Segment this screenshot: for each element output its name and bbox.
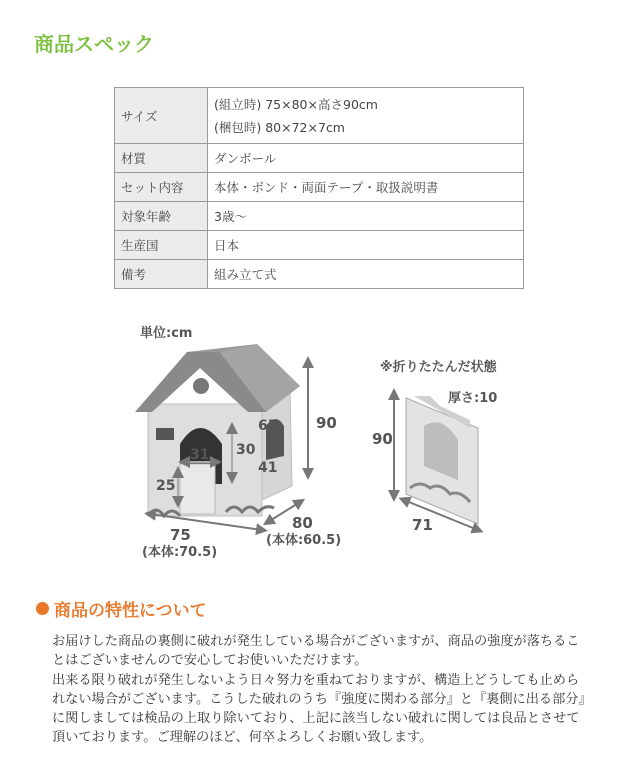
folded-label: ※折りたたんだ状態 — [380, 360, 497, 375]
dim-folded-width: 71 — [412, 516, 433, 534]
dim-window: 65 — [258, 418, 278, 434]
spec-row-size — [115, 88, 524, 144]
thickness-label: 厚さ:10 — [448, 391, 498, 406]
spec-value: 3歳～ — [208, 202, 524, 231]
spec-value — [208, 88, 524, 144]
dim-base: 25 — [156, 478, 176, 494]
spec-value-line: (梱包時) 80×72×7cm — [214, 119, 345, 135]
description-paragraph: お届けした商品の裏側に破れが発生している場合がございますが、商品の強度が落ちることはございませんので安心してお使いいただけます。 — [52, 634, 580, 669]
page-title: 商品スペック — [34, 32, 154, 56]
spec-value: 本体・ボンド・両面テープ・取扱説明書 — [208, 173, 524, 202]
dim-door-width: 31 — [190, 447, 210, 463]
spec-label: 対象年齢 — [115, 202, 208, 231]
spec-value: 組み立て式 — [208, 260, 524, 289]
spec-row-contents — [115, 173, 524, 202]
dim-folded-height: 90 — [372, 430, 393, 448]
spec-value: 日本 — [208, 231, 524, 260]
dim-depth: 80 — [292, 514, 313, 532]
house-dimension-diagram — [0, 316, 640, 566]
spec-label: 生産国 — [115, 231, 208, 260]
dim-width: 75 — [170, 526, 191, 544]
dim-depth-body: (本体:60.5) — [266, 533, 342, 548]
spec-row-material — [115, 144, 524, 173]
dim-width-body: (本体:70.5) — [142, 545, 218, 560]
spec-label: 備考 — [115, 260, 208, 289]
spec-row-age — [115, 202, 524, 231]
dim-side: 41 — [258, 460, 278, 476]
spec-label: セット内容 — [115, 173, 208, 202]
spec-value-line: (組立時) 75×80×高さ90cm — [214, 96, 378, 112]
unit-label: 単位:cm — [140, 326, 193, 341]
section-title-text: 商品の特性について — [54, 601, 207, 621]
spec-table — [114, 87, 524, 289]
spec-label: 材質 — [115, 144, 208, 173]
description — [52, 632, 592, 748]
spec-row-country — [115, 231, 524, 260]
dim-height: 90 — [316, 414, 337, 432]
spec-value: ダンボール — [208, 144, 524, 173]
bullet-dot-icon — [36, 602, 49, 615]
section-title — [36, 596, 207, 621]
dim-door-height: 30 — [236, 442, 256, 458]
spec-row-notes — [115, 260, 524, 289]
spec-label: サイズ — [115, 88, 208, 144]
description-paragraph: 出来る限り破れが発生しないよう日々努力を重ねておりますが、構造上どうしても止められない場合がございます。こうした破れのうち『強度に関わる部分』と『裏側に出る部分』に関しましては検品の上取り除いており、上記に該当しない破れに関しては良品とさせて頂いております。ご理解のほど、何卒よろしくお願い致します。 — [52, 672, 592, 746]
